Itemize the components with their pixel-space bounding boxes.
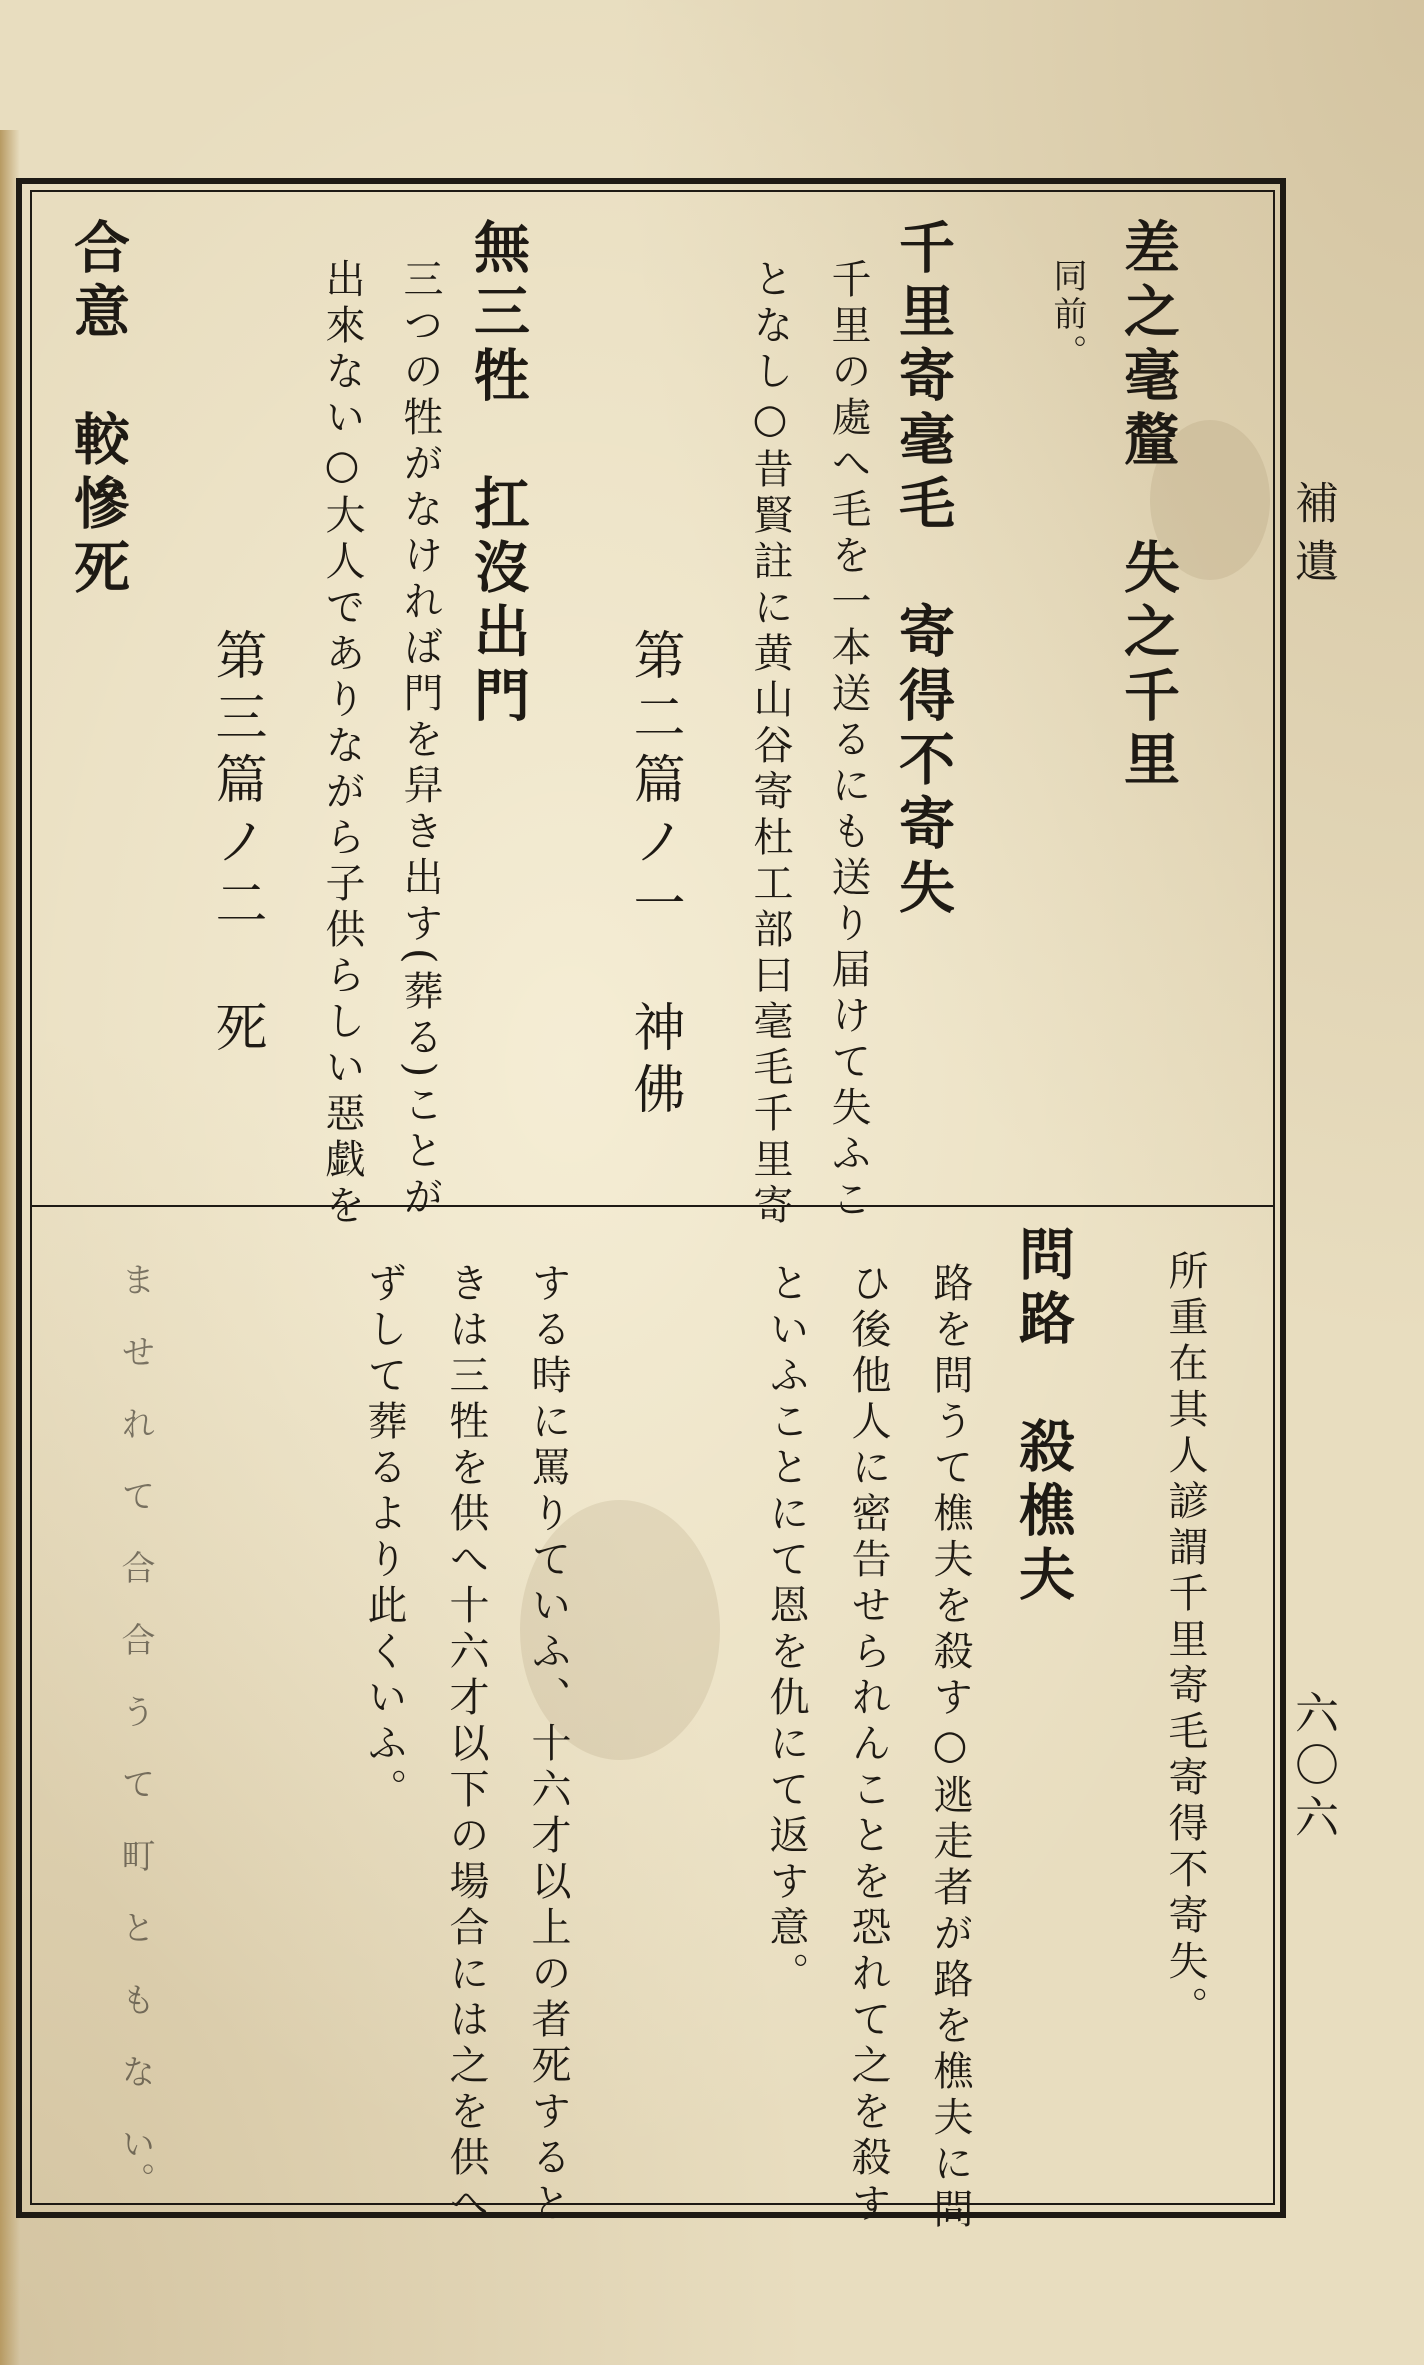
entry-heading: 差之毫釐 失之千里 [1115, 218, 1181, 794]
entry-body-line: となし○昔賢註に黄山谷寄杜工部曰毫毛千里寄 [747, 258, 793, 1230]
faint-body-line: ま せ れ て 合 合 う て 町 と も な い。 [115, 1262, 155, 2198]
entry-body-line: 三つの牲がなければ門を舁き出す(葬る)ことが [397, 258, 443, 1222]
section-title: 第三篇ノ二 死 [206, 628, 266, 1062]
section-title: 第二篇ノ一 神佛 [624, 628, 684, 1124]
entry-body-line: 出來ない○大人でありながら子供らしい惡戯を [319, 258, 365, 1230]
quoted-source-line: 所重在其人諺謂千里寄毛寄得不寄失。 [1162, 1250, 1208, 2032]
entry-heading: 無三牲 扛沒出門 [465, 218, 531, 730]
page-number: 六〇六 [1287, 1690, 1338, 1846]
entry-body-line: する時に罵りていふ、十六才以上の者死すると [525, 1262, 571, 2228]
entry-heading: 千里寄毫毛 寄得不寄失 [890, 218, 956, 922]
entry-body-line: 路を問うて樵夫を殺す○逃走者が路を樵夫に問 [927, 1262, 973, 2234]
page-frame-inner [30, 190, 1275, 2205]
entry-body-line: 千里の處へ毛を一本送るにも送り届けて失ふこ [825, 258, 871, 1224]
entry-body-line: といふことにて恩を仇にて返す意。 [763, 1262, 809, 1998]
source-note: 同前。 [1047, 258, 1087, 372]
entry-heading: 問路 殺樵夫 [1010, 1225, 1076, 1609]
section-divider [30, 1205, 1275, 1207]
entry-body-line: きは三牲を供へ十六才以下の場合には之を供へ [443, 1262, 489, 2228]
entry-heading: 合意 較慘死 [65, 218, 131, 602]
entry-body-line: ずして葬るより此くいふ。 [361, 1262, 407, 1814]
entry-body-line: ひ後他人に密告せられんことを恐れて之を殺す [845, 1262, 891, 2228]
running-head: 補遺 [1287, 480, 1338, 596]
